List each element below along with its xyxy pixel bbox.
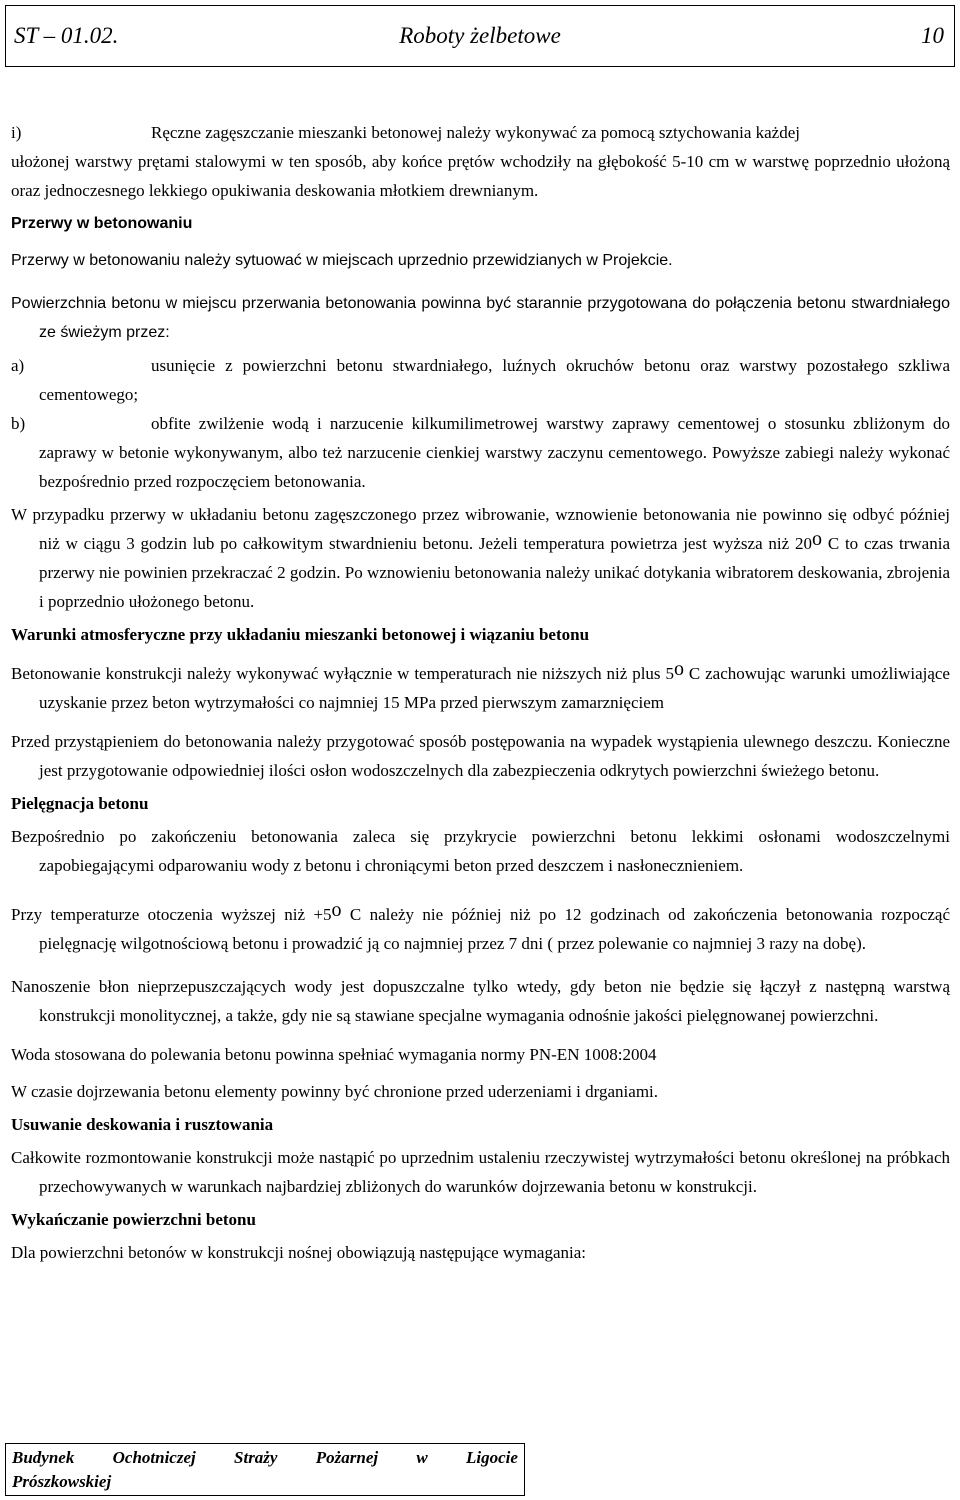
text-part: C należy nie później niż po 12 godzinach od zakończenia betonowania rozpocząć pielęgnację wilgotnościową betonu i prowadzić ją co najmniej przez 7 dni ( przez polewanie co najmniej 3 razy na dobę).: [39, 905, 950, 953]
footer-word: Pożarnej: [315, 1448, 379, 1467]
list-label: i): [11, 123, 22, 142]
list-text: obfite zwilżenie wodą i narzucenie kilkumilimetrowej warstwy zaprawy cementowej o stosunku zbliżonym do zaprawy w betonie wykonywanym, albo też narzucenie cienkiej warstwy zaczynu cementowego. Powyższe zabiegi należy wykonać bezpośrednio przed rozpoczęciem betonowania.: [39, 414, 950, 491]
paragraph-temperatura: [11, 659, 950, 717]
footer-word: Budynek: [12, 1448, 75, 1467]
paragraph-deszcz: Przed przystąpieniem do betonowania należy przygotować sposób postępowania na wypadek wystąpienia ulewnego deszczu. Konieczne jest przygotowanie odpowiedniej ilości osłon wodoszczelnych dla zabezpieczenia odkrytych powierzchni świeżego betonu.: [11, 732, 950, 780]
list-label: b): [11, 414, 26, 433]
paragraph-pielegnacja: Bezpośrednio po zakończeniu betonowania zaleca się przykrycie powierzchni betonu lekkimi osłonami wodoszczelnymi zapobiegającymi odparowaniu wody z betonu i chroniącymi beton przed deszczem i nasłonecznieniem.: [11, 827, 950, 875]
footer-word: w: [416, 1448, 428, 1467]
paragraph-dojrzewanie: W czasie dojrzewania betonu elementy powinny być chronione przed uderzeniami i drganiami.: [11, 1082, 659, 1101]
paragraph-woda: Woda stosowana do polewania betonu powinna spełniać wymagania normy PN-EN 1008:2004: [11, 1045, 657, 1064]
heading-usuwanie: Usuwanie deskowania i rusztowania: [11, 1115, 274, 1134]
text-part: W przypadku przerwy w układaniu betonu zagęszczonego przez wibrowanie, wznowienie betonowania nie powinno się odbyć później niż w ciągu 3 godzin lub po całkowitym stwardnieniu betonu. Jeżeli temperatura powietrza jest wyższa niż 20: [11, 505, 950, 553]
list-text: Ręczne zagęszczanie mieszanki betonowej należy wykonywać za pomocą sztychowania każdej: [151, 123, 800, 142]
footer-line-1: [12, 1446, 518, 1470]
degree-sign: o: [331, 899, 342, 921]
paragraph-powierzchnia: Powierzchnia betonu w miejscu przerwania betonowania powinna być starannie przygotowana do połączenia betonu stwardniałego ze świeżym przez:: [11, 295, 950, 341]
paragraph-wykanczanie: Dla powierzchni betonów w konstrukcji nośnej obowiązują następujące wymagania:: [11, 1243, 586, 1262]
paragraph-ubijanie: ułożonej warstwy prętami stalowymi w ten sposób, aby końce prętów wchodziły na głębokość 5-10 cm w warstwę poprzednio ułożoną oraz jednoczesnego lekkiego opukiwania deskowania młotkiem drewnianym.: [11, 152, 950, 200]
list-item-i: [11, 118, 950, 147]
text-part: Betonowanie konstrukcji należy wykonywać wyłącznie w temperaturach nie niższych niż plus 5: [11, 664, 674, 683]
heading-pielegnacja: Pielęgnacja betonu: [11, 794, 149, 813]
list-text: usunięcie z powierzchni betonu stwardniałego, luźnych okruchów betonu oraz warstwy pozostałego szkliwa cementowego;: [39, 356, 950, 404]
degree-sign: o: [673, 658, 684, 680]
footer-word: Straży: [234, 1448, 278, 1467]
document-title: Roboty żelbetowe: [399, 23, 561, 48]
paragraph-temperatura-5: [11, 900, 950, 958]
text-part: Przy temperaturze otoczenia wyższej niż +5: [11, 905, 332, 924]
paragraph-blony: Nanoszenie błon nieprzepuszczających wody jest dopuszczalne tylko wtedy, gdy beton nie będzie się łączył z następną warstwą konstrukcji monolitycznej, a także, gdy nie są stawiane specjalne wymagania odnośnie jakości pielęgnowanej powierzchni.: [11, 977, 950, 1025]
list-item-a: [11, 351, 950, 409]
paragraph-wibrowanie: [11, 500, 950, 616]
heading-wykanczanie: Wykańczanie powierzchni betonu: [11, 1210, 256, 1229]
page-footer: [5, 1443, 525, 1496]
spec-code: ST – 01.02.: [14, 23, 119, 48]
footer-line-2: Prószkowskiej: [12, 1472, 112, 1491]
footer-word: Ligocie: [466, 1448, 518, 1467]
list-item-b: [11, 409, 950, 496]
heading-przerwy: Przerwy w betonowaniu: [11, 215, 193, 232]
document-body: [11, 118, 950, 1267]
paragraph-przerwy: Przerwy w betonowaniu należy sytuować w miejscach uprzednio przewidzianych w Projekcie.: [11, 252, 673, 269]
degree-sign: o: [812, 528, 823, 550]
page-header: [5, 5, 955, 67]
page-number: 10: [921, 23, 944, 48]
list-label: a): [11, 356, 25, 375]
footer-word: Ochotniczej: [112, 1448, 196, 1467]
heading-warunki: Warunki atmosferyczne przy układaniu mieszanki betonowej i wiązaniu betonu: [11, 625, 590, 644]
paragraph-usuwanie: Całkowite rozmontowanie konstrukcji może nastąpić po uprzednim ustaleniu rzeczywistej wytrzymałości betonu określonej na próbkach przechowywanych w warunkach najbardziej zbliżonych do warunków dojrzewania betonu w konstrukcji.: [11, 1148, 950, 1196]
text-part: C zachowując warunki umożliwiające uzyskanie przez beton wytrzymałości co najmniej 15 MPa przed pierwszym zamarznięciem: [39, 664, 950, 712]
text-part: C to czas trwania przerwy nie powinien przekraczać 2 godzin. Po wznowieniu betonowania należy unikać dotykania wibratorem deskowania, zbrojenia i poprzednio ułożonego betonu.: [39, 534, 950, 611]
